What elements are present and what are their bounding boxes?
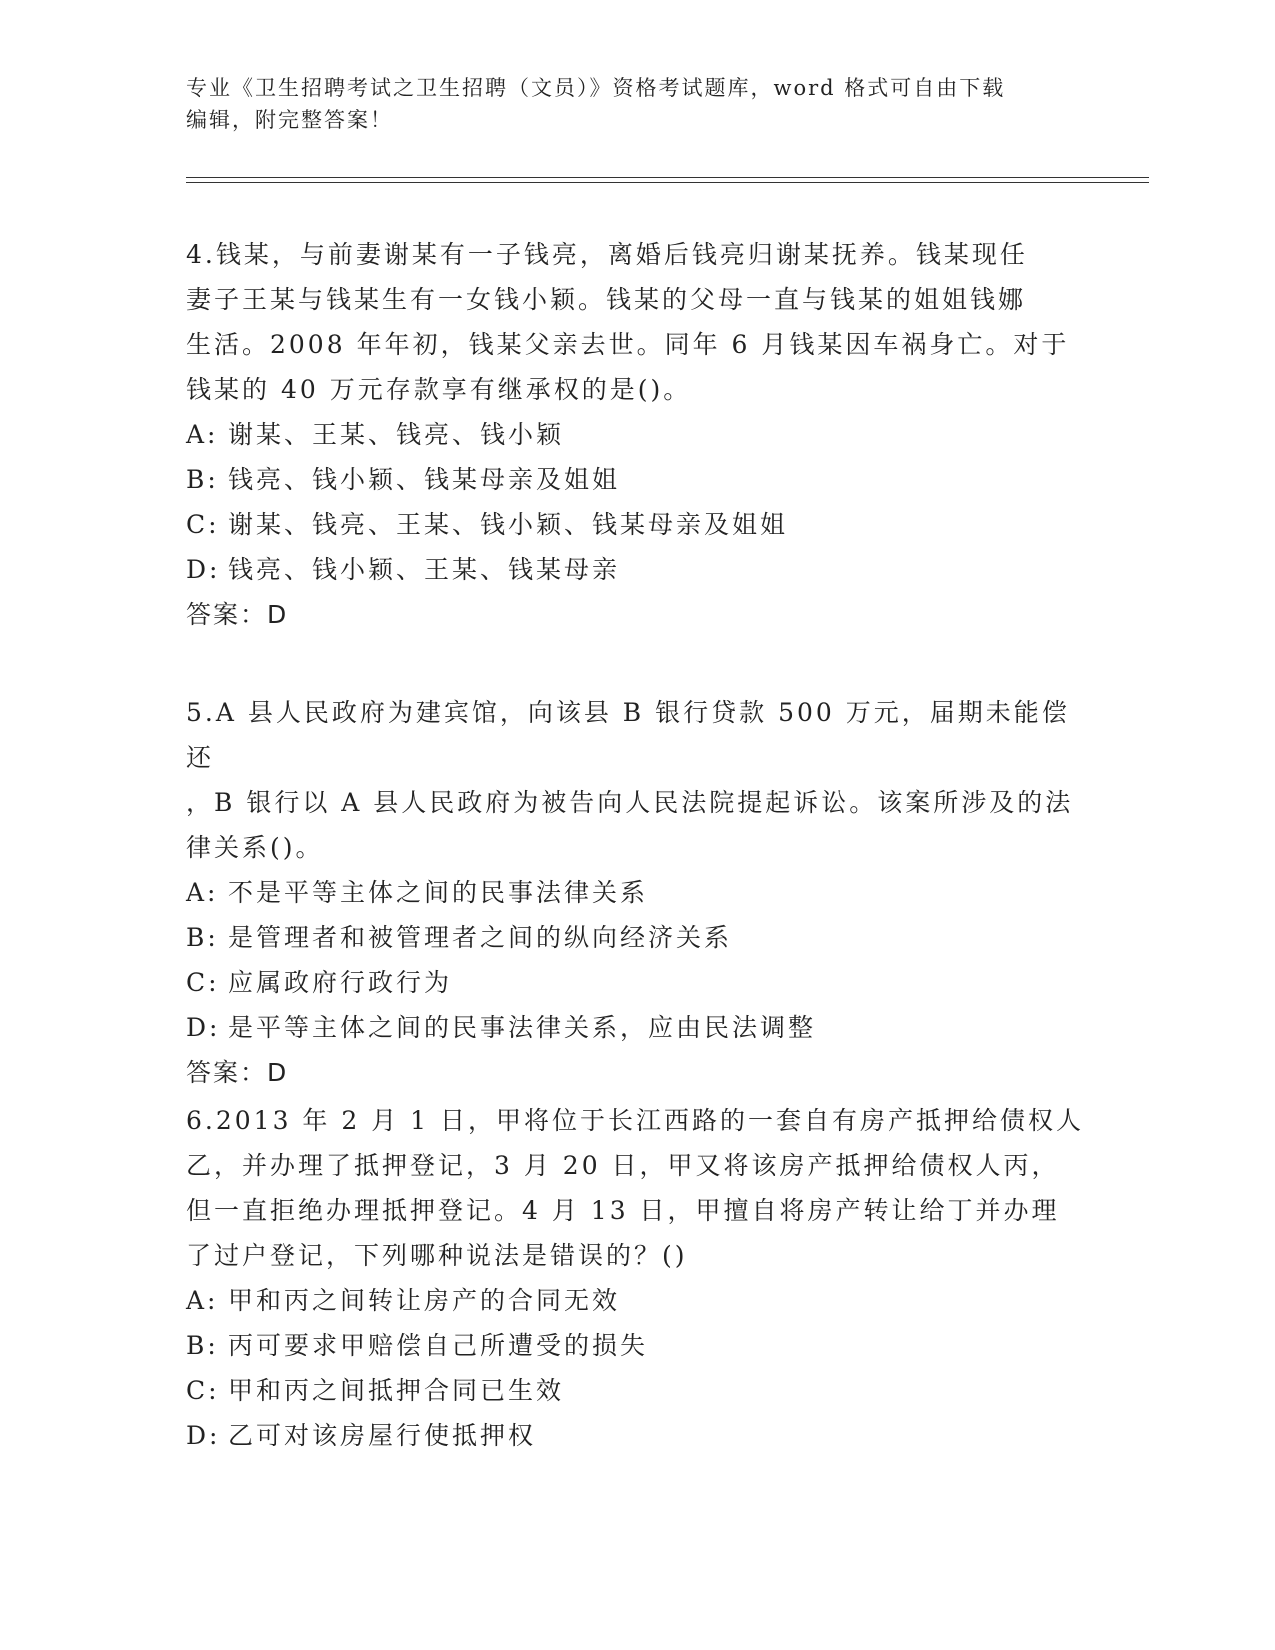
option-b [186,915,1086,960]
question-stem-line: 但一直拒绝办理抵押登记。4 月 13 日，甲擅自将房产转让给丁并办理 [186,1196,1060,1225]
option-text: 谢某、王某、钱亮、钱小颖 [228,420,565,449]
option-text: 是平等主体之间的民事法律关系，应由民法调整 [228,1013,817,1042]
header-divider-top [186,177,1149,178]
question-stem-line: 4.钱某，与前妻谢某有一子钱亮，离婚后钱亮归谢某抚养。钱某现任 [186,240,1028,269]
document-header [186,72,1066,136]
header-line-2: 编辑，附完整答案！ [186,108,393,132]
option-a [186,870,1086,915]
option-b [186,1323,1086,1368]
question-stem-line: ，B 银行以 A 县人民政府为被告向人民法院提起诉讼。该案所涉及的法 [186,788,1074,817]
question-stem-line: 6.2013 年 2 月 1 日，甲将位于长江西路的一套自有房产抵押给债权人 [186,1106,1085,1135]
option-key: B: [186,465,219,494]
header-divider-bottom [186,182,1149,183]
option-a [186,1278,1086,1323]
question-stem-line: 乙，并办理了抵押登记，3 月 20 日，甲又将该房产抵押给债权人丙， [186,1151,1060,1180]
option-text: 钱亮、钱小颖、钱某母亲及姐姐 [228,465,621,494]
option-b [186,457,1086,502]
answer-line: 答案：D [186,600,289,629]
question-5 [186,690,1086,1095]
question-stem-line: 律关系()。 [186,833,324,862]
answer-line: 答案：D [186,1058,289,1087]
option-key: D: [186,1421,221,1450]
option-text: 乙可对该房屋行使抵押权 [228,1421,537,1450]
question-4 [186,232,1086,637]
option-text: 钱亮、钱小颖、王某、钱某母亲 [228,555,621,584]
option-text: 甲和丙之间抵押合同已生效 [228,1376,565,1405]
question-stem-line: 了过户登记，下列哪种说法是错误的？() [186,1241,688,1270]
option-d [186,1413,1086,1458]
option-key: C: [186,510,220,539]
option-key: B: [186,1331,219,1360]
option-c [186,502,1086,547]
question-stem-line: 妻子王某与钱某生有一女钱小颖。钱某的父母一直与钱某的姐姐钱娜 [186,285,1027,314]
question-stem-line: 钱某的 40 万元存款享有继承权的是()。 [186,375,692,404]
option-key: C: [186,1376,220,1405]
question-stem-line: 5.A 县人民政府为建宾馆，向该县 B 银行贷款 500 万元，届期未能偿还 [186,698,1070,772]
option-c [186,1368,1086,1413]
option-text: 不是平等主体之间的民事法律关系 [228,878,649,907]
option-text: 是管理者和被管理者之间的纵向经济关系 [228,923,733,952]
question-stem-line: 生活。2008 年年初，钱某父亲去世。同年 6 月钱某因车祸身亡。对于 [186,330,1070,359]
option-text: 丙可要求甲赔偿自己所遭受的损失 [228,1331,649,1360]
question-6 [186,1098,1086,1458]
header-line-1: 专业《卫生招聘考试之卫生招聘（文员）》资格考试题库，word 格式可自由下载 [186,76,1006,100]
option-a [186,412,1086,457]
option-c [186,960,1086,1005]
option-key: D: [186,1013,221,1042]
option-key: A: [186,1286,219,1315]
option-key: B: [186,923,219,952]
option-key: A: [186,420,219,449]
option-text: 谢某、钱亮、王某、钱小颖、钱某母亲及姐姐 [228,510,789,539]
option-d [186,547,1086,592]
option-text: 应属政府行政行为 [228,968,453,997]
option-key: A: [186,878,219,907]
option-text: 甲和丙之间转让房产的合同无效 [228,1286,621,1315]
option-d [186,1005,1086,1050]
option-key: D: [186,555,221,584]
option-key: C: [186,968,220,997]
